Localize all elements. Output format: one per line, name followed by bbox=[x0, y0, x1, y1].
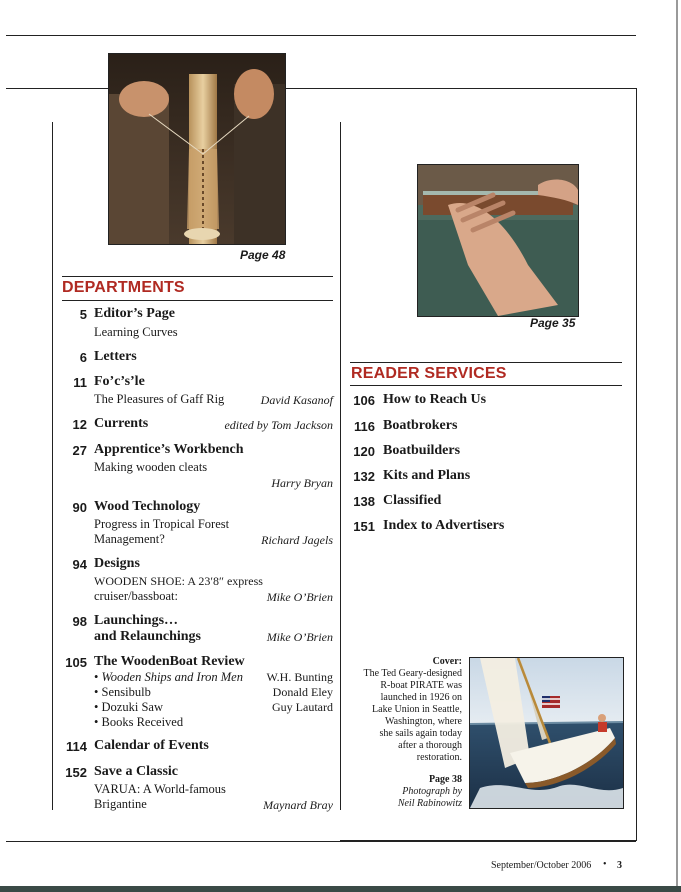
cover-line: R-boat PIRATE was bbox=[380, 680, 462, 691]
toc-title[interactable]: Wood Technology bbox=[94, 499, 201, 514]
box-right-rule bbox=[636, 88, 637, 841]
review-item[interactable] bbox=[94, 670, 243, 685]
reader-service-page-number[interactable]: 116 bbox=[354, 419, 375, 434]
reader-services-rule-top bbox=[350, 362, 622, 363]
toc-page-number[interactable]: 105 bbox=[65, 655, 87, 670]
toc-page-number[interactable]: 94 bbox=[72, 557, 87, 572]
toc-subtitle-line2: Management? bbox=[94, 532, 165, 546]
toc-title[interactable]: Letters bbox=[94, 349, 137, 364]
photo-sailboat-cover bbox=[469, 657, 624, 809]
review-item-author: Donald Eley bbox=[272, 685, 333, 699]
toc-subtitle: Making wooden cleats bbox=[94, 460, 208, 474]
bullet: • bbox=[94, 715, 99, 729]
box-top-rule bbox=[285, 88, 637, 89]
toc-title[interactable]: Designs bbox=[94, 556, 140, 571]
reader-service-page-number[interactable]: 106 bbox=[353, 393, 375, 408]
photo-sewing-hands-art bbox=[109, 54, 285, 244]
reader-service-page-number[interactable]: 120 bbox=[353, 444, 375, 459]
cover-line: Lake Union in Seattle, bbox=[372, 704, 462, 715]
review-item-label: Sensibulb bbox=[101, 685, 151, 699]
toc-page-number[interactable]: 5 bbox=[79, 307, 87, 322]
review-item-author: Guy Lautard bbox=[272, 700, 333, 714]
toc-subtitle-line2: Brigantine bbox=[94, 797, 147, 811]
review-item[interactable] bbox=[94, 700, 163, 715]
photo-sailboat-art bbox=[470, 658, 623, 808]
photo-caption-page-35: Page 35 bbox=[530, 316, 576, 330]
reader-service-page-number[interactable]: 138 bbox=[353, 494, 375, 509]
cover-line: Washington, where bbox=[385, 716, 462, 727]
toc-author: Harry Bryan bbox=[271, 476, 333, 490]
toc-title[interactable]: Calendar of Events bbox=[94, 738, 209, 753]
cover-caption bbox=[342, 656, 462, 810]
photo-caption-page-48: Page 48 bbox=[240, 248, 286, 262]
footer-page-number: 3 bbox=[617, 860, 622, 871]
cover-line: The Ted Geary-designed bbox=[363, 668, 462, 679]
toc-author: edited by Tom Jackson bbox=[224, 418, 333, 432]
reader-service-title[interactable]: Classified bbox=[383, 493, 442, 508]
toc-author: Mike O’Brien bbox=[266, 590, 333, 604]
reader-services-heading: READER SERVICES bbox=[351, 365, 507, 382]
top-rule bbox=[6, 35, 636, 36]
cover-line: restoration. bbox=[416, 752, 462, 763]
toc-page-number[interactable]: 11 bbox=[73, 375, 87, 390]
toc-subtitle: WOODEN SHOE: A 23′8″ express bbox=[94, 574, 263, 588]
bullet: • bbox=[94, 700, 99, 714]
reader-service-title[interactable]: Kits and Plans bbox=[383, 468, 471, 483]
toc-subtitle: Learning Curves bbox=[94, 325, 178, 339]
center-column-rule bbox=[340, 122, 341, 810]
toc-subtitle-line2: cruiser/bassboat: bbox=[94, 589, 179, 603]
toc-title[interactable]: Save a Classic bbox=[94, 764, 178, 779]
departments-rule-bottom bbox=[62, 300, 333, 301]
cover-photo-credit: Photograph by bbox=[402, 786, 462, 797]
page-bottom-edge bbox=[0, 886, 681, 892]
toc-title[interactable]: Editor’s Page bbox=[94, 306, 175, 321]
review-item-label: Wooden Ships and Iron Men bbox=[101, 670, 243, 684]
toc-page-number[interactable]: 114 bbox=[66, 739, 87, 754]
page-right-edge bbox=[676, 0, 678, 892]
toc-subtitle: VARUA: A World-famous bbox=[94, 782, 226, 796]
toc-page-number[interactable]: 6 bbox=[79, 350, 87, 365]
box-top-left-rule bbox=[6, 88, 108, 89]
review-item-label: Books Received bbox=[101, 715, 184, 729]
reader-service-title[interactable]: Index to Advertisers bbox=[383, 518, 505, 533]
reader-service-title[interactable]: Boatbrokers bbox=[383, 418, 458, 433]
toc-author: Mike O’Brien bbox=[266, 630, 333, 644]
toc-subtitle: Progress in Tropical Forest bbox=[94, 517, 230, 531]
toc-author: David Kasanof bbox=[260, 393, 333, 407]
cover-photographer: Neil Rabinowitz bbox=[397, 798, 462, 809]
toc-author: Richard Jagels bbox=[261, 533, 333, 547]
cover-label: Cover: bbox=[432, 656, 462, 667]
toc-title[interactable]: Launchings… bbox=[94, 613, 179, 628]
toc-page-number[interactable]: 152 bbox=[65, 765, 87, 780]
reader-service-page-number[interactable]: 132 bbox=[353, 469, 375, 484]
reader-service-title[interactable]: How to Reach Us bbox=[383, 392, 487, 407]
toc-author: Maynard Bray bbox=[263, 798, 333, 812]
toc-title[interactable]: Apprentice’s Workbench bbox=[94, 442, 244, 457]
review-item-author: W.H. Bunting bbox=[266, 670, 333, 684]
footer-issue-date: September/October 2006 bbox=[491, 860, 592, 871]
footer-bullet: • bbox=[603, 859, 607, 870]
bottom-rule bbox=[6, 841, 636, 842]
left-column-rule bbox=[52, 122, 53, 810]
bullet: • bbox=[94, 670, 99, 684]
review-item-label: Dozuki Saw bbox=[101, 700, 163, 714]
toc-title-line2[interactable]: and Relaunchings bbox=[94, 629, 201, 644]
departments-rule-top bbox=[62, 276, 333, 277]
review-item[interactable] bbox=[94, 715, 183, 730]
bullet: • bbox=[94, 685, 99, 699]
photo-hand-on-hull-art bbox=[418, 165, 578, 316]
cover-line: after a thorough bbox=[398, 740, 462, 751]
reader-services-rule-bottom bbox=[350, 385, 622, 386]
toc-page-number[interactable]: 12 bbox=[72, 417, 87, 432]
toc-subtitle: The Pleasures of Gaff Rig bbox=[94, 392, 225, 406]
review-item[interactable] bbox=[94, 685, 151, 700]
toc-title[interactable]: Fo’c’s’le bbox=[94, 374, 145, 389]
toc-page-number[interactable]: 27 bbox=[72, 443, 87, 458]
cover-page-ref: Page 38 bbox=[428, 774, 462, 785]
reader-service-page-number[interactable]: 151 bbox=[353, 519, 375, 534]
reader-service-title[interactable]: Boatbuilders bbox=[383, 443, 461, 458]
toc-title[interactable]: The WoodenBoat Review bbox=[94, 654, 245, 669]
toc-page-number[interactable]: 98 bbox=[72, 614, 87, 629]
departments-heading: DEPARTMENTS bbox=[62, 279, 185, 296]
photo-sewing-hands bbox=[108, 53, 286, 245]
photo-hand-on-hull bbox=[417, 164, 579, 317]
cover-line: launched in 1926 on bbox=[380, 692, 462, 703]
toc-title[interactable]: Currents bbox=[94, 416, 149, 431]
cover-line: she sails again today bbox=[379, 728, 462, 739]
toc-page-number[interactable]: 90 bbox=[72, 500, 87, 515]
